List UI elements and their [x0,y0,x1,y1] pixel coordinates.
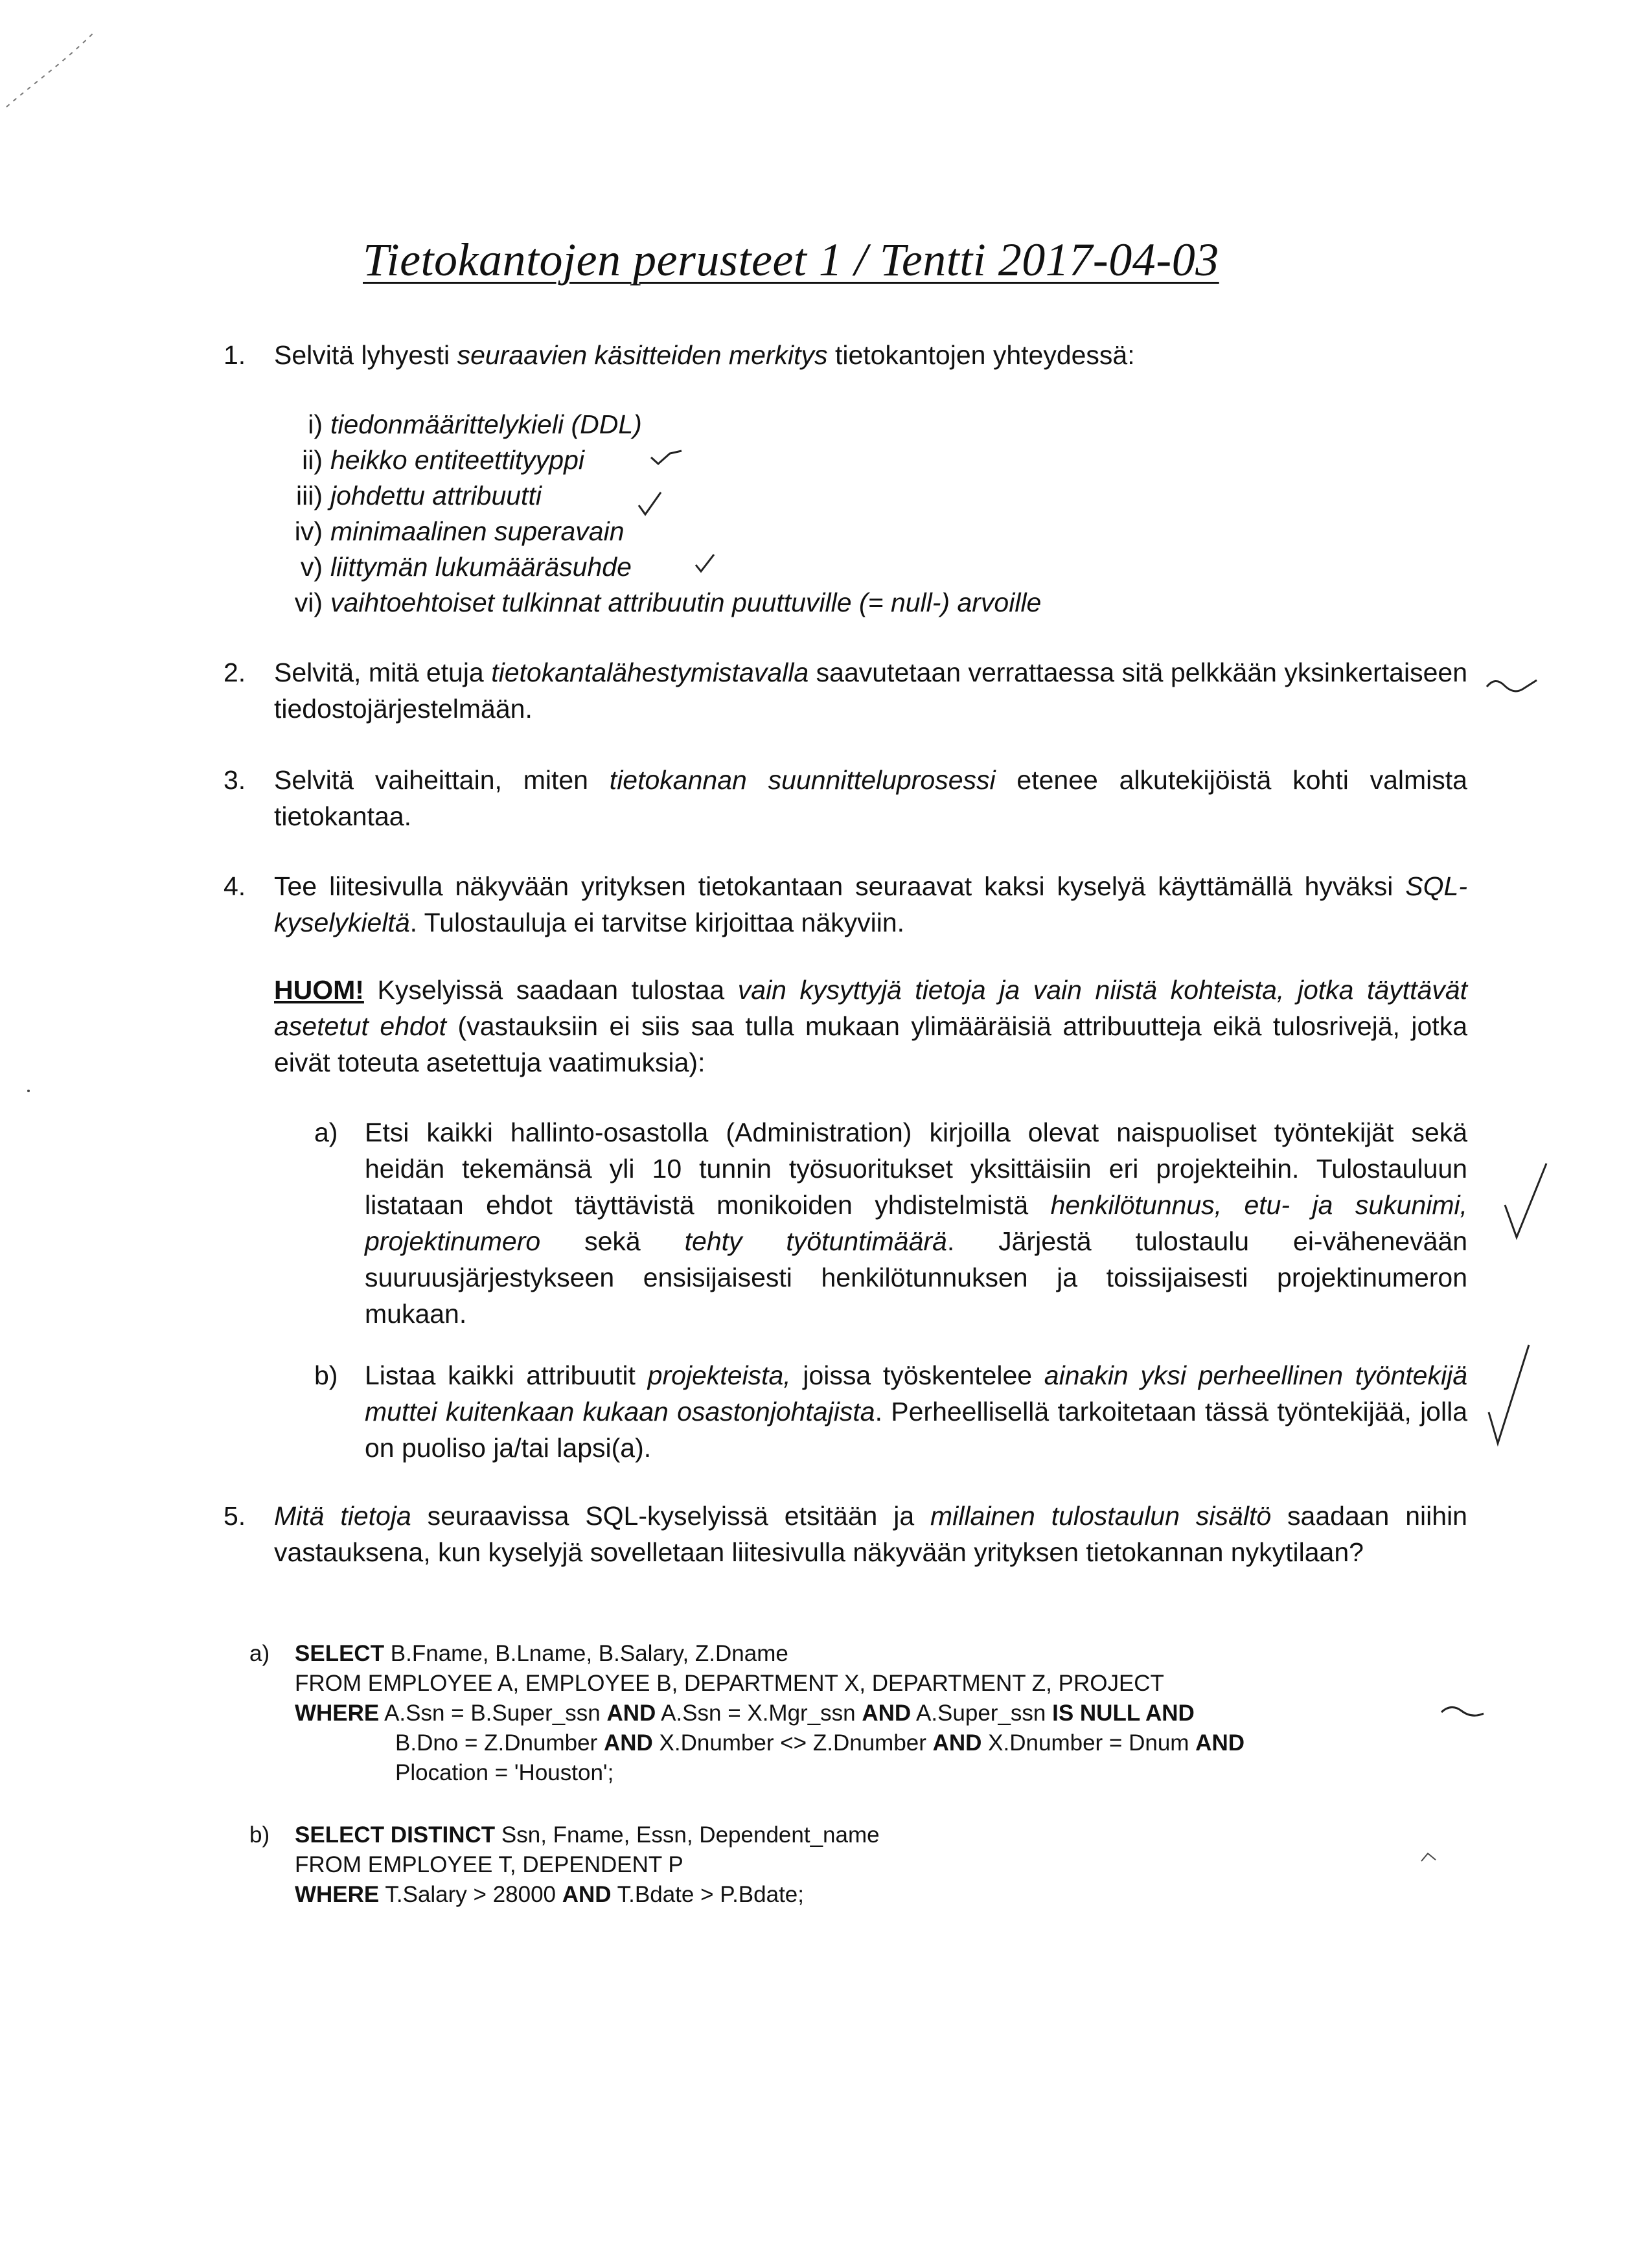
q1-text-post: tietokantojen yhteydessä: [827,340,1135,370]
subquestion-letter: b) [249,1822,270,1848]
caret-mark-icon [1419,1850,1438,1864]
q4b-text-em-1: projekteista, [647,1360,791,1390]
q3-text-post: etenee alkutekijöistä kohti valmista tietokantaa. [274,765,1467,831]
question-number: 3. [224,765,246,795]
huom-text-pre: Kyselyissä saadaan tulostaa [363,975,738,1005]
sql-line: B.Dno = Z.Dnumber AND X.Dnumber <> Z.Dnumber AND X.Dnumber = Dnum AND [395,1730,1245,1756]
q4a-text-2: sekä [540,1226,685,1256]
q4b-text-2: joissa työskentelee [790,1360,1044,1390]
question-2 [224,654,1467,727]
q5-text-em-1: Mitä tietoja [274,1501,411,1531]
checkmark-icon [1484,1341,1535,1451]
huom-note [224,972,1467,1081]
sql-query-b [249,1820,880,1910]
list-item: iii) johdettu attribuutti [296,481,542,510]
q2-text-post: saavutetaan verrattaessa sitä pelkkään yksinkertaiseen tiedostojärjestelmään. [274,658,1467,724]
list-item: v) liittymän lukumääräsuhde [300,552,632,582]
checkmark-icon [692,551,718,577]
q5-text-2: saadaan niihin vastauksena, kun kyselyjä sovelletaan liitesivulla näkyvään yrityksen tietokannan nykytilaan? [274,1501,1467,1567]
checkmark-icon [635,486,667,518]
sql-line: Plocation = 'Houston'; [395,1760,614,1785]
q2-text-em: tietokantalähestymistavalla [491,658,809,687]
question-4 [224,868,1467,941]
page-title: Tietokantojen perusteet 1 / Tentti 2017-04-03 [363,234,1219,286]
q4a-text-em-2: tehty työtuntimäärä [684,1226,947,1256]
q4a-text-em-1: henkilötunnus, etu- ja sukunimi, projektinumero [365,1190,1467,1256]
huom-text-post: (vastauksiin ei siis saa tulla mukaan ylimääräisiä attribuutteja eikä tulosrivejä, jotka eivät toteuta asetettuja vaatimuksia): [274,1011,1468,1077]
question-number: 1. [224,340,246,370]
question-4a [314,1114,1467,1332]
pen-stroke-mark [0,26,104,110]
tilde-mark-icon [1438,1701,1490,1720]
subquestion-letter: b) [314,1360,338,1390]
question-1 [224,337,1467,373]
sql-line: FROM EMPLOYEE A, EMPLOYEE B, DEPARTMENT X, DEPARTMENT Z, PROJECT [295,1671,1164,1696]
q1-text-em: seuraavien käsitteiden merkitys [457,340,828,370]
q3-text-pre: Selvitä vaiheittain, miten [274,765,610,795]
checkmark-icon [648,447,687,466]
sql-line: FROM EMPLOYEE T, DEPENDENT P [295,1852,683,1877]
q2-text-pre: Selvitä, mitä etuja [274,658,492,687]
sql-line: SELECT B.Fname, B.Lname, B.Salary, Z.Dname [295,1641,788,1666]
sql-query-a [249,1639,1245,1788]
question-number: 2. [224,658,246,687]
question-number: 5. [224,1501,246,1531]
tilde-mark-icon [1484,674,1542,700]
list-item: i) tiedonmäärittelykieli (DDL) [308,409,642,439]
list-item: vi) vaihtoehtoiset tulkinnat attribuutin puuttuville (= null-) arvoille [294,588,1042,617]
subquestion-letter: a) [314,1117,338,1147]
question-number: 4. [224,871,246,901]
question-5 [224,1498,1467,1570]
question-3 [224,762,1467,834]
sql-line: WHERE A.Ssn = B.Super_ssn AND A.Ssn = X.Mgr_ssn AND A.Super_ssn IS NULL AND [295,1701,1195,1726]
huom-text-em: vain kysyttyjä tietoja ja vain niistä kohteista, jotka täyttävät asetetut ehdot [274,975,1467,1041]
question-4b [314,1357,1467,1466]
q4-text-em: SQL-kyselykieltä [274,871,1467,937]
q5-text-1: seuraavissa SQL-kyselyissä etsitään ja [411,1501,931,1531]
q4-text-pre: Tee liitesivulla näkyvään yrityksen tietokantaan seuraavat kaksi kyselyä käyttämällä hyväksi [274,871,1406,901]
checkmark-icon [1500,1160,1552,1244]
q3-text-em: tietokannan suunnitteluprosessi [609,765,996,795]
q4a-text-1: Etsi kaikki hallinto-osastolla (Administration) kirjoilla olevat naispuoliset työntekijät sekä heidän tekemänsä yli 10 tunnin työsuoritukset yksittäisiin eri projekteihin. Tulostauluun listataan ehdot täyttävistä monikoiden yhdistelmistä [365,1117,1467,1220]
q4a-text-3: . Järjestä tulostaulu ei-vähenevään suuruusjärjestykseen ensisijaisesti henkilötunnuksen ja toissijaisesti projektinumeron mukaan. [365,1226,1468,1329]
huom-label: HUOM! [274,975,364,1005]
q5-text-em-2: millainen tulostaulun sisältö [930,1501,1272,1531]
q1-text-pre: Selvitä lyhyesti [274,340,457,370]
sql-line: WHERE T.Salary > 28000 AND T.Bdate > P.Bdate; [295,1882,804,1907]
list-item: ii) heikko entiteettityyppi [302,445,585,475]
q4b-text-1: Listaa kaikki attribuutit [365,1360,648,1390]
q4b-text-3: . Perheellisellä tarkoitetaan tässä työntekijää, jolla on puoliso ja/tai lapsi(a). [365,1397,1467,1463]
speck-mark [26,1088,31,1094]
subquestion-letter: a) [249,1641,270,1666]
q4b-text-em-2: ainakin yksi perheellinen työntekijä muttei kuitenkaan kukaan osastonjohtajista [365,1360,1467,1426]
q4-text-post: . Tulostauluja ei tarvitse kirjoittaa näkyviin. [409,908,905,937]
sql-line: SELECT DISTINCT Ssn, Fname, Essn, Dependent_name [295,1822,880,1848]
list-item: iv) minimaalinen superavain [294,516,625,546]
